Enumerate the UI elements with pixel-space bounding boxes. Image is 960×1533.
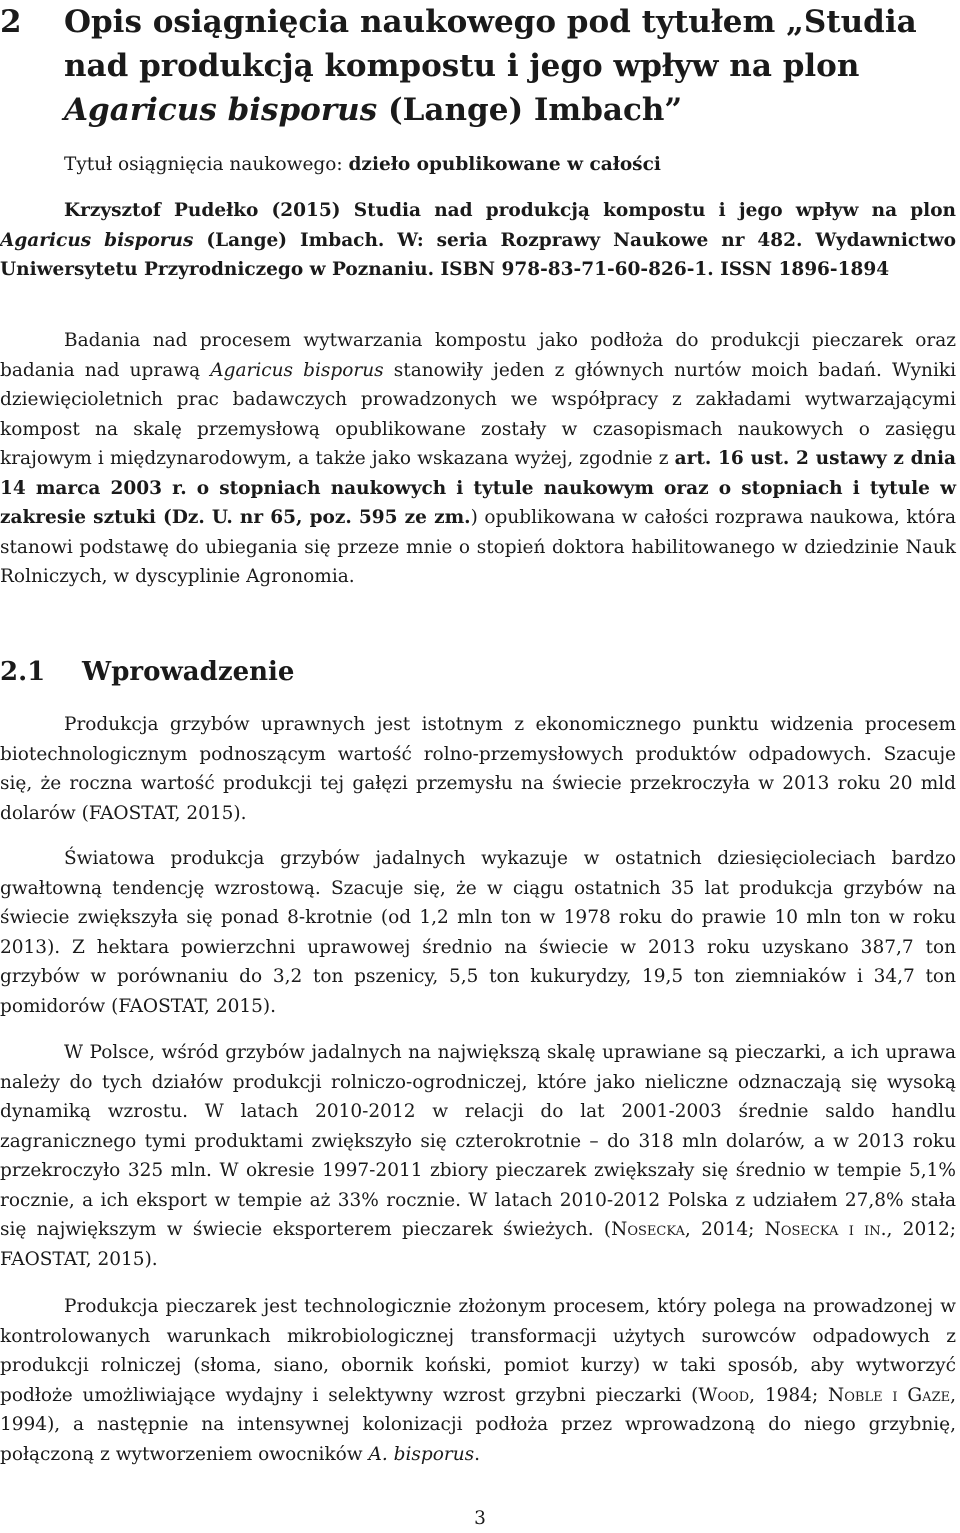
bib-species: Agaricus bisporus <box>0 229 194 251</box>
section-heading <box>0 0 960 130</box>
paragraph-text: , 1994), a następnie na intensywnej kolonizacji podłoża przez wprowadzoną do niego grzybnię, połączoną z wytworzeniem owocników <box>0 1384 956 1465</box>
citation-author: Nosecka i in. <box>764 1219 887 1240</box>
paragraph-process <box>0 1292 956 1469</box>
page-number: 3 <box>474 1508 486 1529</box>
paragraph-text: W Polsce, wśród grzybów jadalnych na największą skalę uprawiane są pieczarki, a ich uprawa należy do tych działów produkcji rolniczo-ogrodniczej, które jako nieliczne odznaczają się wysoką dynamiką wzrostu. W latach 2010-2012 w relacji do lat 2001-2003 średnie saldo handlu zagranicznego tymi produktami zwiększyło się czterokrotnie – do 318 mln dolarów, a w 2013 roku przekroczyło 325 mln. W okresie 1997-2011 zbiory pieczarek zwiększały się średnio w tempie 5,1% rocznie, a ich eksport w tempie aż 33% rocznie. W latach 2010-2012 Polska z udziałem 27,8% stała się największym w świecie eksporterem pieczarek świeżych. ( <box>0 1042 956 1240</box>
section-number: 2 <box>0 4 22 40</box>
citation-author: Wood <box>698 1384 750 1406</box>
legal-citation: art. 16 ust. 2 ustawy z dnia 14 marca 2003 r. o stopniach naukowych i tytule naukowym oraz o stopniach i tytule w zakresie sztuki (Dz. U. nr 65, poz. 595 ze zm. <box>0 448 956 528</box>
citation-author: Noble i Gaze <box>828 1384 951 1406</box>
species-name: Agaricus bisporus <box>210 359 384 381</box>
subsection-heading <box>0 652 960 696</box>
bib-text: Krzysztof Pudełko (2015) Studia nad produkcją kompostu i jego wpływ na plon <box>64 200 956 221</box>
paragraph-text: ) opublikowana w całości rozprawa naukowa, która stanowi podstawę do ubiegania się przeze mnie o stopień doktora habilitowanego w dziedzinie Nauk Rolniczych, w dyscyplinie Agronomia. <box>0 507 956 587</box>
paragraph-text: Światowa produkcja grzybów jadalnych wykazuje w ostatnich dziesięcioleciach bardzo gwałtowną tendencję wzrostową. Szacuje się, że w ciągu ostatnich 35 lat produkcja grzybów na świecie zwiększyła się ponad 8-krotnie (od 1,2 mln ton w 1978 roku do prawie 10 mln ton w roku 2013). Z hektara powierzchni uprawowej średnio na świecie w 2013 roku uzyskano 387,7 ton grzybów w porównaniu do 3,2 ton pszenicy, 5,5 ton kukurydzy, 19,5 ton ziemniaków i 34,7 ton pomidorów (FAOSTAT, 2015). <box>0 848 956 1017</box>
paragraph-poland <box>0 1038 956 1274</box>
paragraph-text: Produkcja grzybów uprawnych jest istotnym z ekonomicznego punktu widzenia procesem biotechnologicznym podnoszącym wartość rolno-przemysłowych produktów odpadowych. Szacuje się, że roczna wartość produkcji tej gałęzi przemysłu na świecie przekroczyła w 2013 roku 20 mld dolarów (FAOSTAT, 2015). <box>0 714 956 824</box>
species-name: A. bisporus <box>368 1443 475 1465</box>
section-title-text: Opis osiągnięcia naukowego pod tytułem „Studia nad produkcją kompostu i jego wpływ na plon <box>64 4 917 84</box>
subsection-number: 2.1 <box>0 657 46 687</box>
paragraph-text: Produkcja pieczarek jest technologicznie złożonym procesem, który polega na prowadzonej w kontrolowanych warunkach mikrobiologicznej transformacji użytych surowców odpadowych z produkcji rolniczej (słoma, siano, obornik koński, pomiot kurzy) w taki sposób, aby wytworzyć podłoże umożliwiające wydajny i selektywny wzrost grzybni pieczarki ( <box>0 1296 956 1406</box>
paragraph-text: . <box>474 1443 481 1465</box>
bibliographic-reference <box>0 196 956 285</box>
section-title-tail: (Lange) Imbach” <box>377 92 683 128</box>
paragraph-research-summary <box>0 326 956 592</box>
section-title-species: Agaricus bisporus <box>64 92 378 128</box>
paragraph-text: Badania nad procesem wytwarzania kompostu jako podłoża do produkcji pieczarek oraz badania nad uprawą <box>0 330 956 381</box>
paragraph-text: , 2014; <box>684 1219 765 1240</box>
citation-author: Nosecka <box>611 1219 685 1240</box>
achievement-value: dzieło opublikowane w całości <box>348 154 661 175</box>
paragraph-intro <box>0 710 956 828</box>
bib-text-tail: (Lange) Imbach. W: seria Rozprawy Naukowe nr 482. Wydawnictwo Uniwersytetu Przyrodniczego w Poznaniu. ISBN 978-83-71-60-826-1. ISSN 1896-1894 <box>0 229 956 280</box>
achievement-title-line <box>64 150 956 180</box>
subsection-title: Wprowadzenie <box>82 657 295 687</box>
paragraph-world-production <box>0 844 956 1021</box>
achievement-label: Tytuł osiągnięcia naukowego: <box>64 154 349 175</box>
paragraph-text: , 2012; FAOSTAT, 2015). <box>0 1219 956 1270</box>
paragraph-text: stanowiły jeden z głównych nurtów moich badań. Wyniki dziewięcioletnich prac badawczych prowadzonych we współpracy z zakładami wytwarzającymi kompost na skalę przemysłową opublikowane zostały w czasopismach naukowych o zasięgu krajowym i międzynarodowym, a także jako wskazana wyżej, zgodnie z <box>0 359 956 469</box>
section-title <box>64 0 956 132</box>
paragraph-text: , 1984; <box>749 1384 829 1406</box>
